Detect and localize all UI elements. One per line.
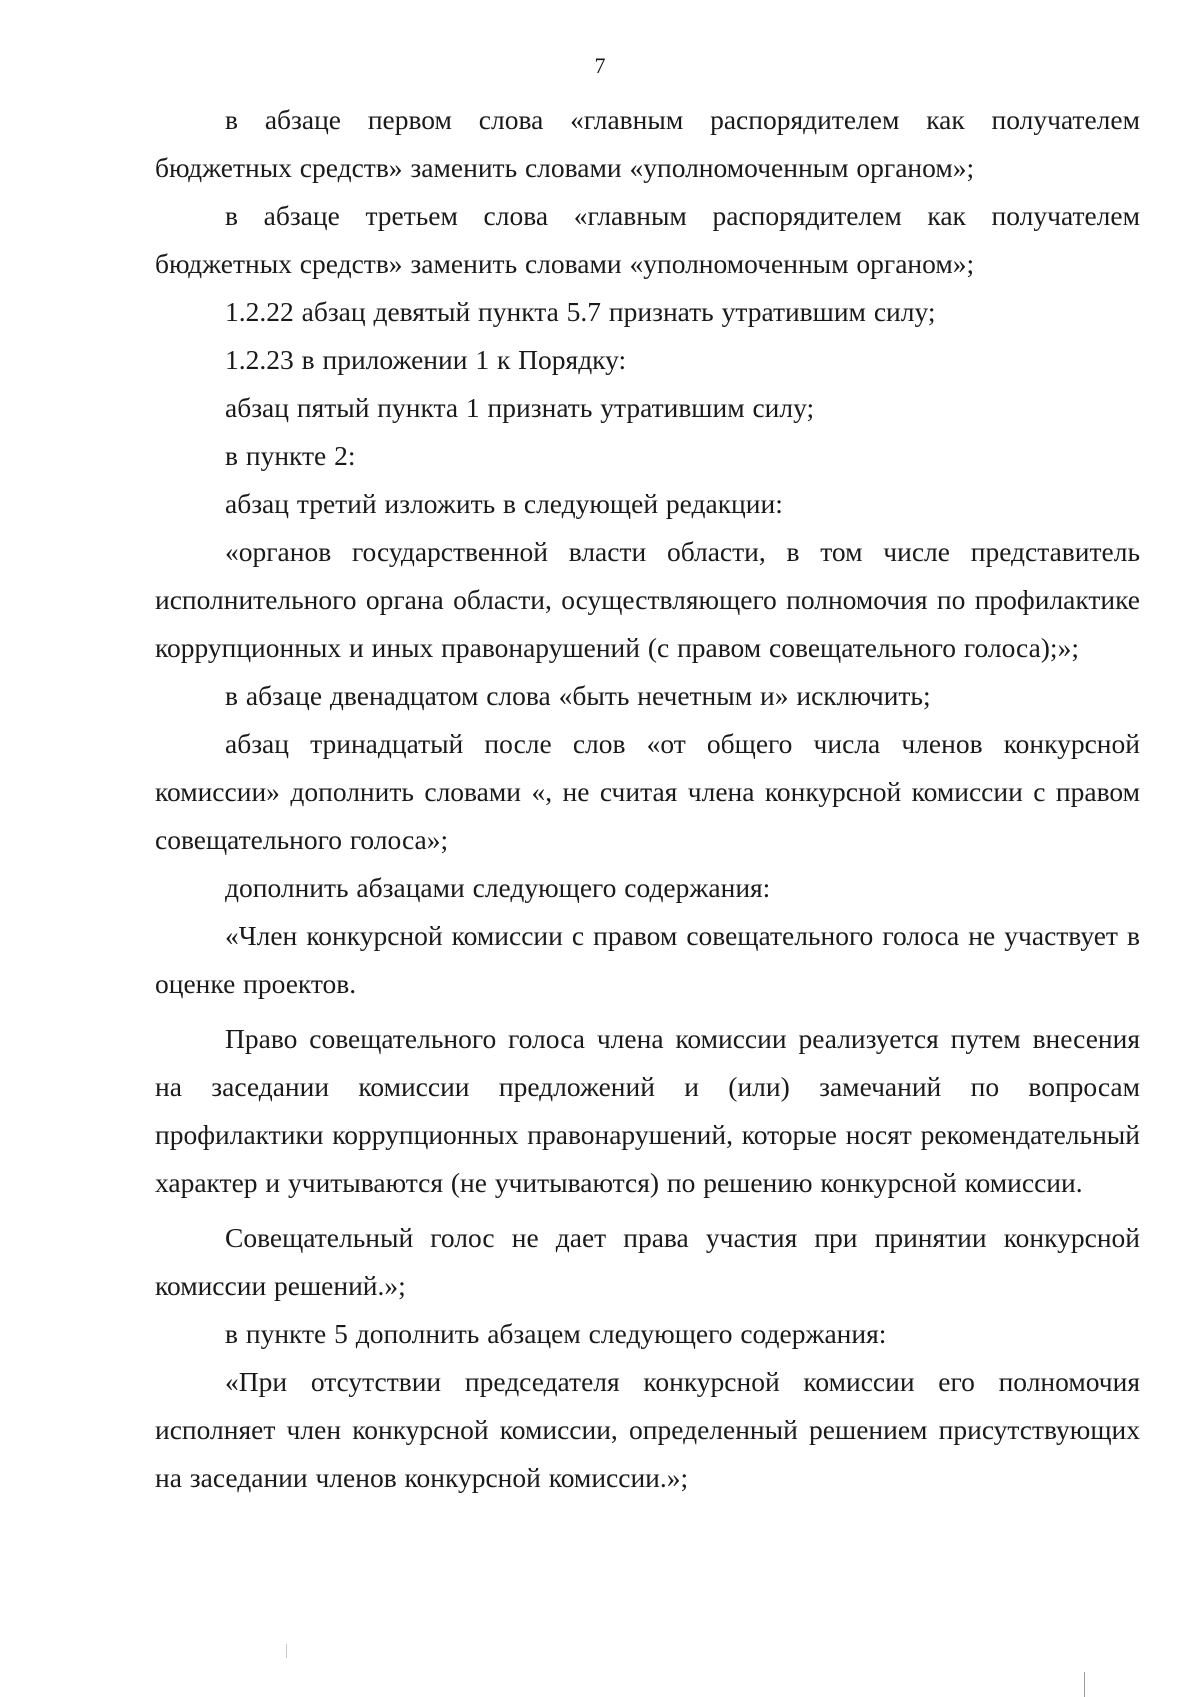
scan-artifact-left	[286, 1644, 287, 1658]
paragraph-3: 1.2.22 абзац девятый пункта 5.7 признать утратившим силу;	[225, 296, 936, 327]
paragraph-15: в пункте 5 дополнить абзацем следующего содержания:	[225, 1318, 887, 1349]
paragraph-12: «Член конкурсной комиссии с правом совещательного голоса не участвует в оценке проектов.	[155, 920, 1140, 999]
paragraph-4: 1.2.23 в приложении 1 к Порядку:	[225, 344, 627, 375]
page-number: 7	[594, 53, 606, 78]
paragraph-6: в пункте 2:	[225, 440, 356, 471]
document-body	[155, 96, 1140, 1502]
paragraph-16: «При отсутствии председателя конкурсной комиссии его полномочия исполняет член конкурсной комиссии, определенный решением присутствующих на заседании членов конкурсной комиссии.»;	[155, 1366, 1140, 1493]
paragraph-11: дополнить абзацами следующего содержания:	[225, 872, 771, 903]
paragraph-7: абзац третий изложить в следующей редакции:	[225, 488, 783, 519]
scan-artifact-right	[1084, 1672, 1085, 1697]
paragraph-9: в абзаце двенадцатом слова «быть нечетным и» исключить;	[225, 680, 931, 711]
paragraph-8: «органов государственной власти области, в том числе представитель исполнительного органа области, осуществляющего полномочия по профилактике коррупционных и иных правонарушений (с правом совещательного голоса);»;	[155, 536, 1140, 663]
paragraph-5: абзац пятый пункта 1 признать утратившим силу;	[225, 392, 815, 423]
paragraph-13: Право совещательного голоса члена комиссии реализуется путем внесения на заседании комиссии предложений и (или) замечаний по вопросам профилактики коррупционных правонарушений, которые носят рекомендательный характер и учитываются (не учитываются) по решению конкурсной комиссии.	[155, 1023, 1140, 1198]
paragraph-1: в абзаце первом слова «главным распорядителем как получателем бюджетных средств» заменить словами «уполномоченным органом»;	[155, 104, 1140, 183]
paragraph-2: в абзаце третьем слова «главным распорядителем как получателем бюджетных средств» заменить словами «уполномоченным органом»;	[155, 200, 1140, 279]
paragraph-10: абзац тринадцатый после слов «от общего числа членов конкурсной комиссии» дополнить словами «, не считая члена конкурсной комиссии с правом совещательного голоса»;	[155, 728, 1140, 855]
paragraph-14: Совещательный голос не дает права участия при принятии конкурсной комиссии решений.»;	[155, 1222, 1140, 1301]
